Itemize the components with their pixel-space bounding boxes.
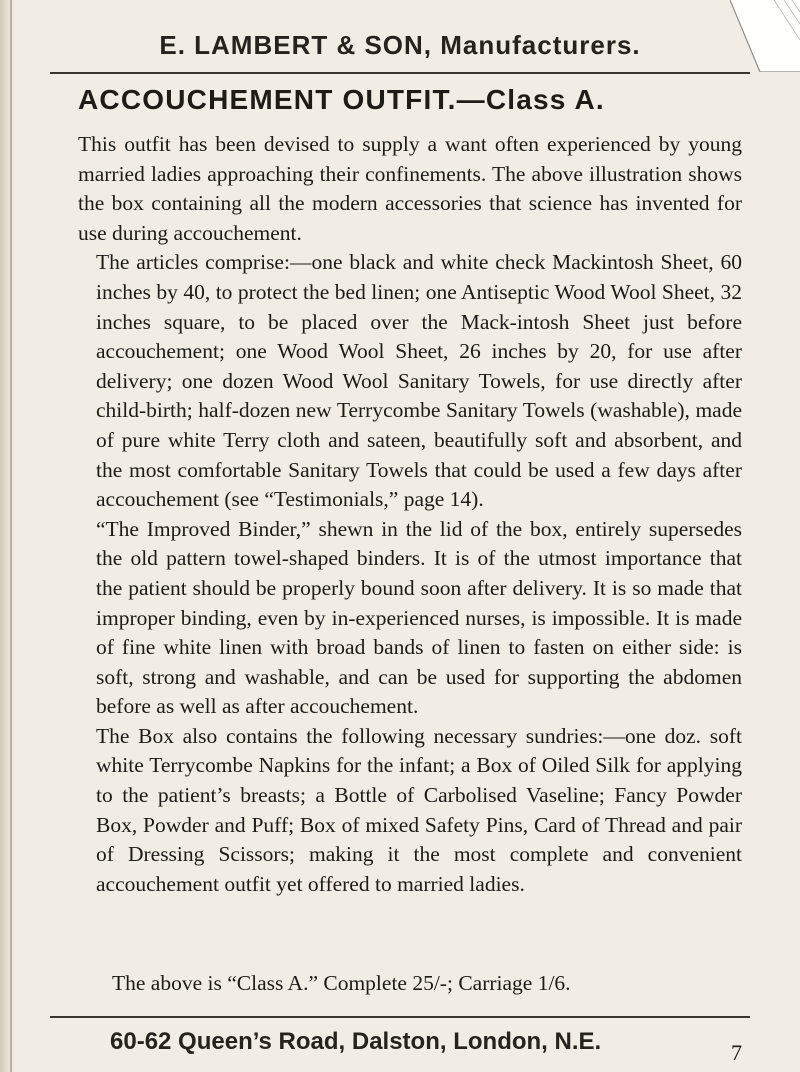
paragraph-intro: This outfit has been devised to supply a want often experienced by young married ladies approaching their confinements. The above illustration shows the box containing all the modern accessories that science has invented for use during accouchement.: [78, 132, 742, 245]
paragraph-binder: “The Improved Binder,” shewn in the lid of the box, entirely supersedes the old pattern towel-shaped binders. It is of the utmost importance that the patient should be properly bound soon after delivery. It is so made that improper binding, even by in-experienced nurses, is impossible. It is made of fine white linen with broad bands of linen to fasten on either side: is soft, strong and washable, and can be used for supporting the abdomen before as well as after accouchement.: [96, 516, 742, 719]
page-footer-address: 60-62 Queen’s Road, Dalston, London, N.E.: [110, 1028, 602, 1055]
binding-edge: [10, 0, 12, 1072]
header-rule: [50, 72, 750, 74]
footer-rule: [50, 1016, 750, 1018]
paragraph-sundries: The Box also contains the following necessary sundries:—one doz. soft white Terrycombe Napkins for the infant; a Box of Oiled Silk for applying to the patient’s breasts; a Bottle of Carbolised Vaseline; Fancy Powder Box, Powder and Puff; Box of mixed Safety Pins, Card of Thread and pair of Dressing Scissors; making it the most complete and convenient accouchement outfit yet offered to married ladies.: [96, 723, 742, 896]
section-title: ACCOUCHEMENT OUTFIT.—Class A.: [78, 84, 605, 115]
price-line: The above is “Class A.” Complete 25/-; Carriage 1/6.: [112, 971, 571, 995]
description-body: [78, 130, 742, 899]
page-header: E. LAMBERT & SON, Manufacturers.: [159, 30, 641, 60]
paragraph-articles: The articles comprise:—one black and white check Mackintosh Sheet, 60 inches by 40, to protect the bed linen; one Antiseptic Wood Wool Sheet, 32 inches square, to be placed over the Mack-intosh Sheet just before accouchement; one Wood Wool Sheet, 26 inches by 20, for use after delivery; one dozen Wood Wool Sanitary Towels, for use directly after child-birth; half-dozen new Terrycombe Sanitary Towels (washable), made of pure white Terry cloth and sateen, beautifully soft and absorbent, and the most comfortable Sanitary Towels that could be used a few days after accouchement (see “Testimonials,” page 14).: [96, 250, 742, 512]
page-number: 7: [731, 1040, 742, 1065]
